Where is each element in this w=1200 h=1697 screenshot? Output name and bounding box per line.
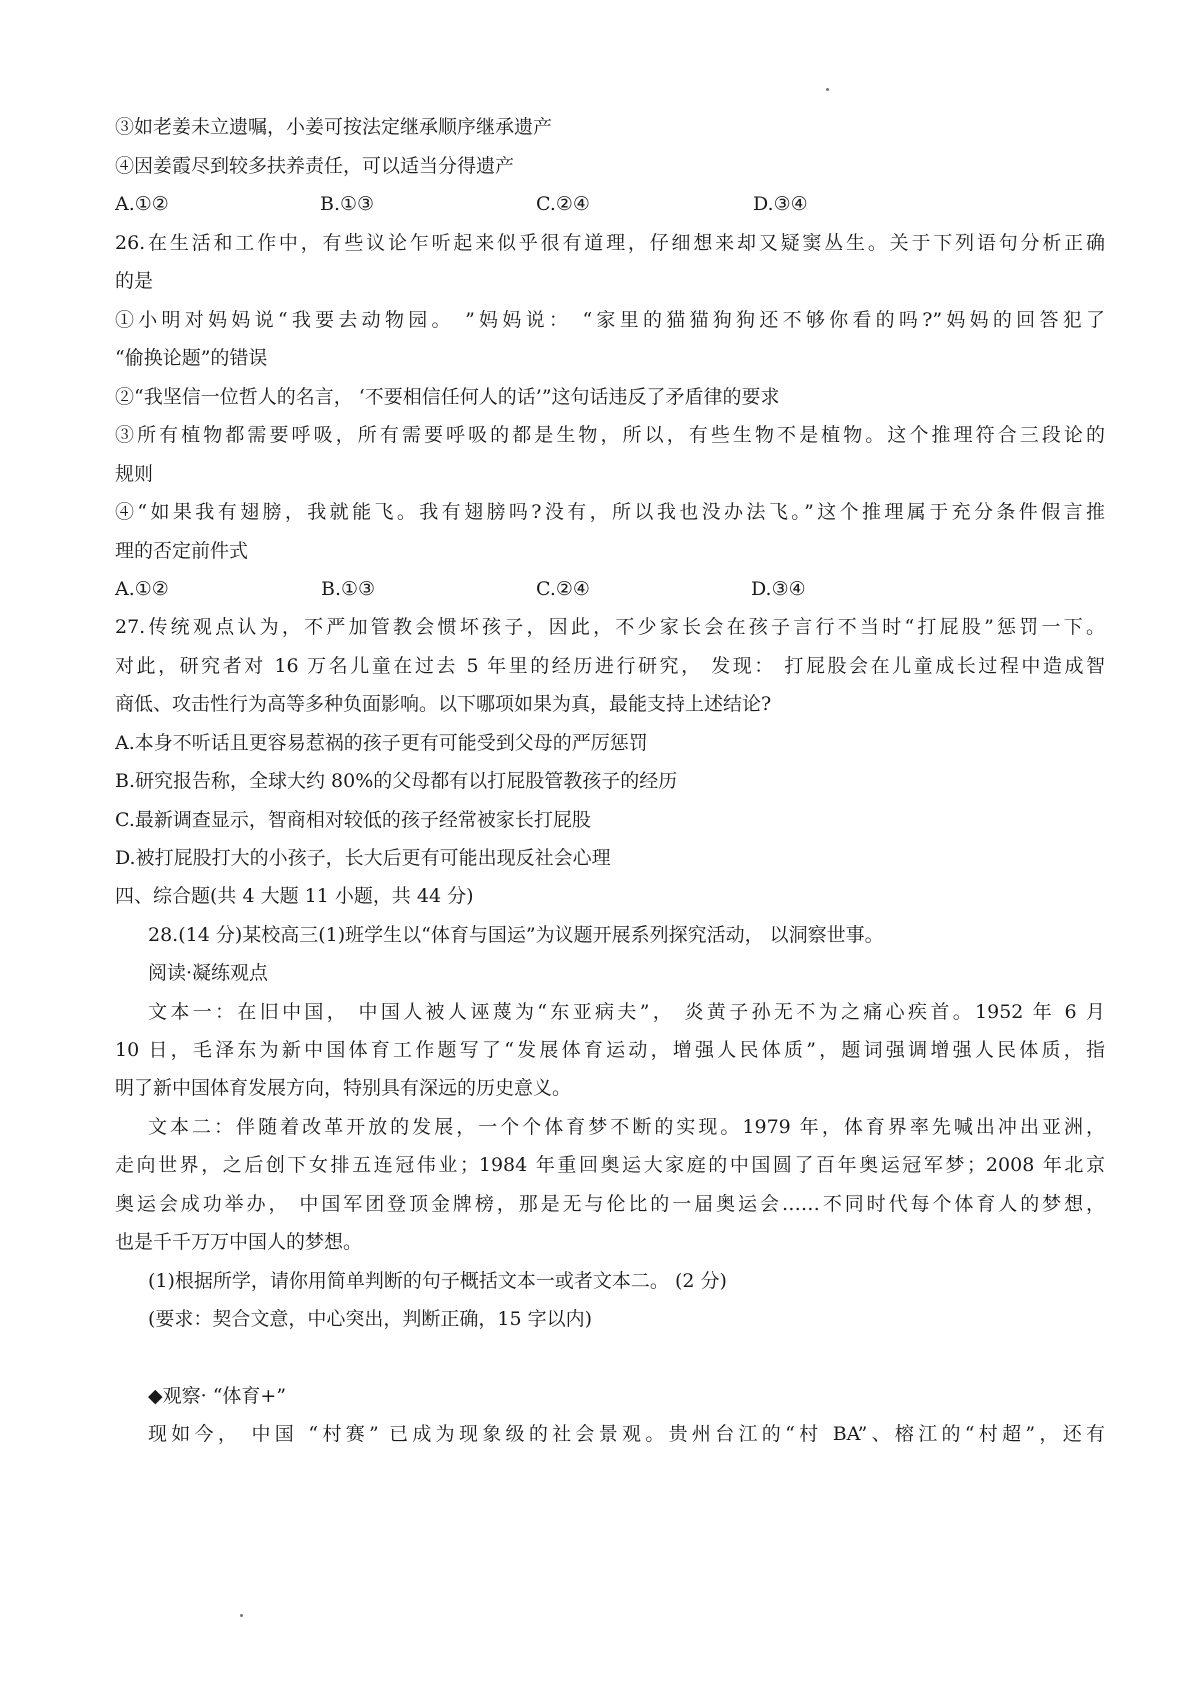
text-one-line-1: 文本一：在旧中国， 中国人被人诬蔑为“东亚病夫”， 炎黄子孙无不为之痛心疾首。1952 年 6 月	[148, 1001, 1105, 1023]
q27-stem-line-1: 27.传统观点认为，不严加管教会惯坏孩子，因此，不少家长会在孩子言行不当时“打屁股”惩罚一下。	[115, 616, 1105, 638]
q27-stem-line-3: 商低、攻击性行为高等多种负面影响。以下哪项如果为真，最能支持上述结论?	[115, 693, 772, 715]
q27-option-c: C.最新调查显示，智商相对较低的孩子经常被家长打屁股	[115, 809, 591, 831]
q25-option-b: B.①③	[320, 193, 375, 215]
option-4-text: ④因姜霞尽到较多扶养责任，可以适当分得遗产	[115, 155, 515, 177]
text-two-line-3: 奥运会成功举办， 中国军团登顶金牌榜，那是无与伦比的一届奥运会……不同时代每个体育人的梦想，	[115, 1193, 1105, 1215]
text-two-line-1: 文本二：伴随着改革开放的发展，一个个体育梦不断的实现。1979 年，体育界率先喊出冲出亚洲，	[148, 1116, 1105, 1138]
q25-option-a: A.①②	[115, 193, 169, 215]
q26-statement-3-line-2: 规则	[115, 463, 154, 485]
q26-statement-2: ②“我坚信一位哲人的名言， ‘不要相信任何人的话’”这句话违反了矛盾律的要求	[115, 386, 780, 408]
q27-option-b: B.研究报告称，全球大约 80%的父母都有以打屁股管教孩子的经历	[115, 770, 678, 792]
text-one-line-3: 明了新中国体育发展方向，特别具有深远的历史意义。	[115, 1077, 572, 1099]
scan-speck-mark	[826, 88, 829, 91]
q26-statement-1-line-2: “偷换论题”的错误	[115, 347, 268, 369]
q27-option-d: D.被打屁股打大的小孩子，长大后更有可能出现反社会心理	[115, 847, 611, 869]
q26-stem-line-1: 26.在生活和工作中，有些议论乍听起来似乎很有道理，仔细想来却又疑窦丛生。关于下列语句分析正确	[115, 232, 1105, 254]
sub-question-1: (1)根据所学，请你用简单判断的句子概括文本一或者文本二。 (2 分)	[148, 1270, 727, 1292]
scan-speck-mark	[240, 1614, 243, 1617]
q26-option-a: A.①②	[115, 578, 169, 600]
q26-options	[115, 576, 1015, 602]
reading-heading: 阅读·凝练观点	[148, 962, 269, 984]
text-two-line-4: 也是千千万万中国人的梦想。	[115, 1231, 363, 1253]
q27-stem-line-2: 对此，研究者对 16 万名儿童在过去 5 年里的经历进行研究， 发现： 打屁股会在儿童成长过程中造成智	[115, 655, 1105, 677]
q26-option-c: C.②④	[536, 578, 590, 600]
observe-text-line-1: 现如今， 中国 “村赛” 已成为现象级的社会景观。贵州台江的“村 BA”、榕江的“村超”，还有	[148, 1423, 1105, 1445]
q26-option-b: B.①③	[321, 578, 376, 600]
q27-option-a: A.本身不听话且更容易惹祸的孩子更有可能受到父母的严厉惩罚	[115, 732, 648, 754]
text-two-line-2: 走向世界，之后创下女排五连冠伟业；1984 年重回奥运大家庭的中国圆了百年奥运冠军梦；2008 年北京	[115, 1154, 1105, 1176]
q26-statement-4-line-1: ④“如果我有翅膀，我就能飞。我有翅膀吗?没有，所以我也没办法飞。”这个推理属于充分条件假言推	[115, 501, 1105, 523]
section-four-heading: 四、综合题(共 4 大题 11 小题，共 44 分)	[115, 885, 474, 907]
q28-stem: 28.(14 分)某校高三(1)班学生以“体育与国运”为议题开展系列探究活动， 以洞察世事。	[148, 924, 884, 946]
sub-question-1-requirement: (要求：契合文意，中心突出，判断正确，15 字以内)	[148, 1308, 593, 1330]
text-one-line-2: 10 日，毛泽东为新中国体育工作题写了“发展体育运动，增强人民体质”，题词强调增强人民体质，指	[115, 1039, 1105, 1061]
q26-statement-1-line-1: ①小明对妈妈说“我要去动物园。 ”妈妈说： “家里的猫猫狗狗还不够你看的吗?”妈妈的回答犯了	[115, 309, 1105, 331]
q26-statement-3-line-1: ③所有植物都需要呼吸，所有需要呼吸的都是生物，所以，有些生物不是植物。这个推理符合三段论的	[115, 424, 1105, 446]
observe-heading: ◆观察· “体育+”	[148, 1385, 287, 1407]
q26-statement-4-line-2: 理的否定前件式	[115, 540, 249, 562]
q26-option-d: D.③④	[751, 578, 806, 600]
q25-option-c: C.②④	[536, 193, 590, 215]
q25-option-d: D.③④	[753, 193, 808, 215]
q26-stem-line-2: 的是	[115, 270, 154, 292]
q25-options	[115, 191, 1015, 217]
option-3-text: ③如老姜未立遗嘱，小姜可按法定继承顺序继承遗产	[115, 116, 553, 138]
